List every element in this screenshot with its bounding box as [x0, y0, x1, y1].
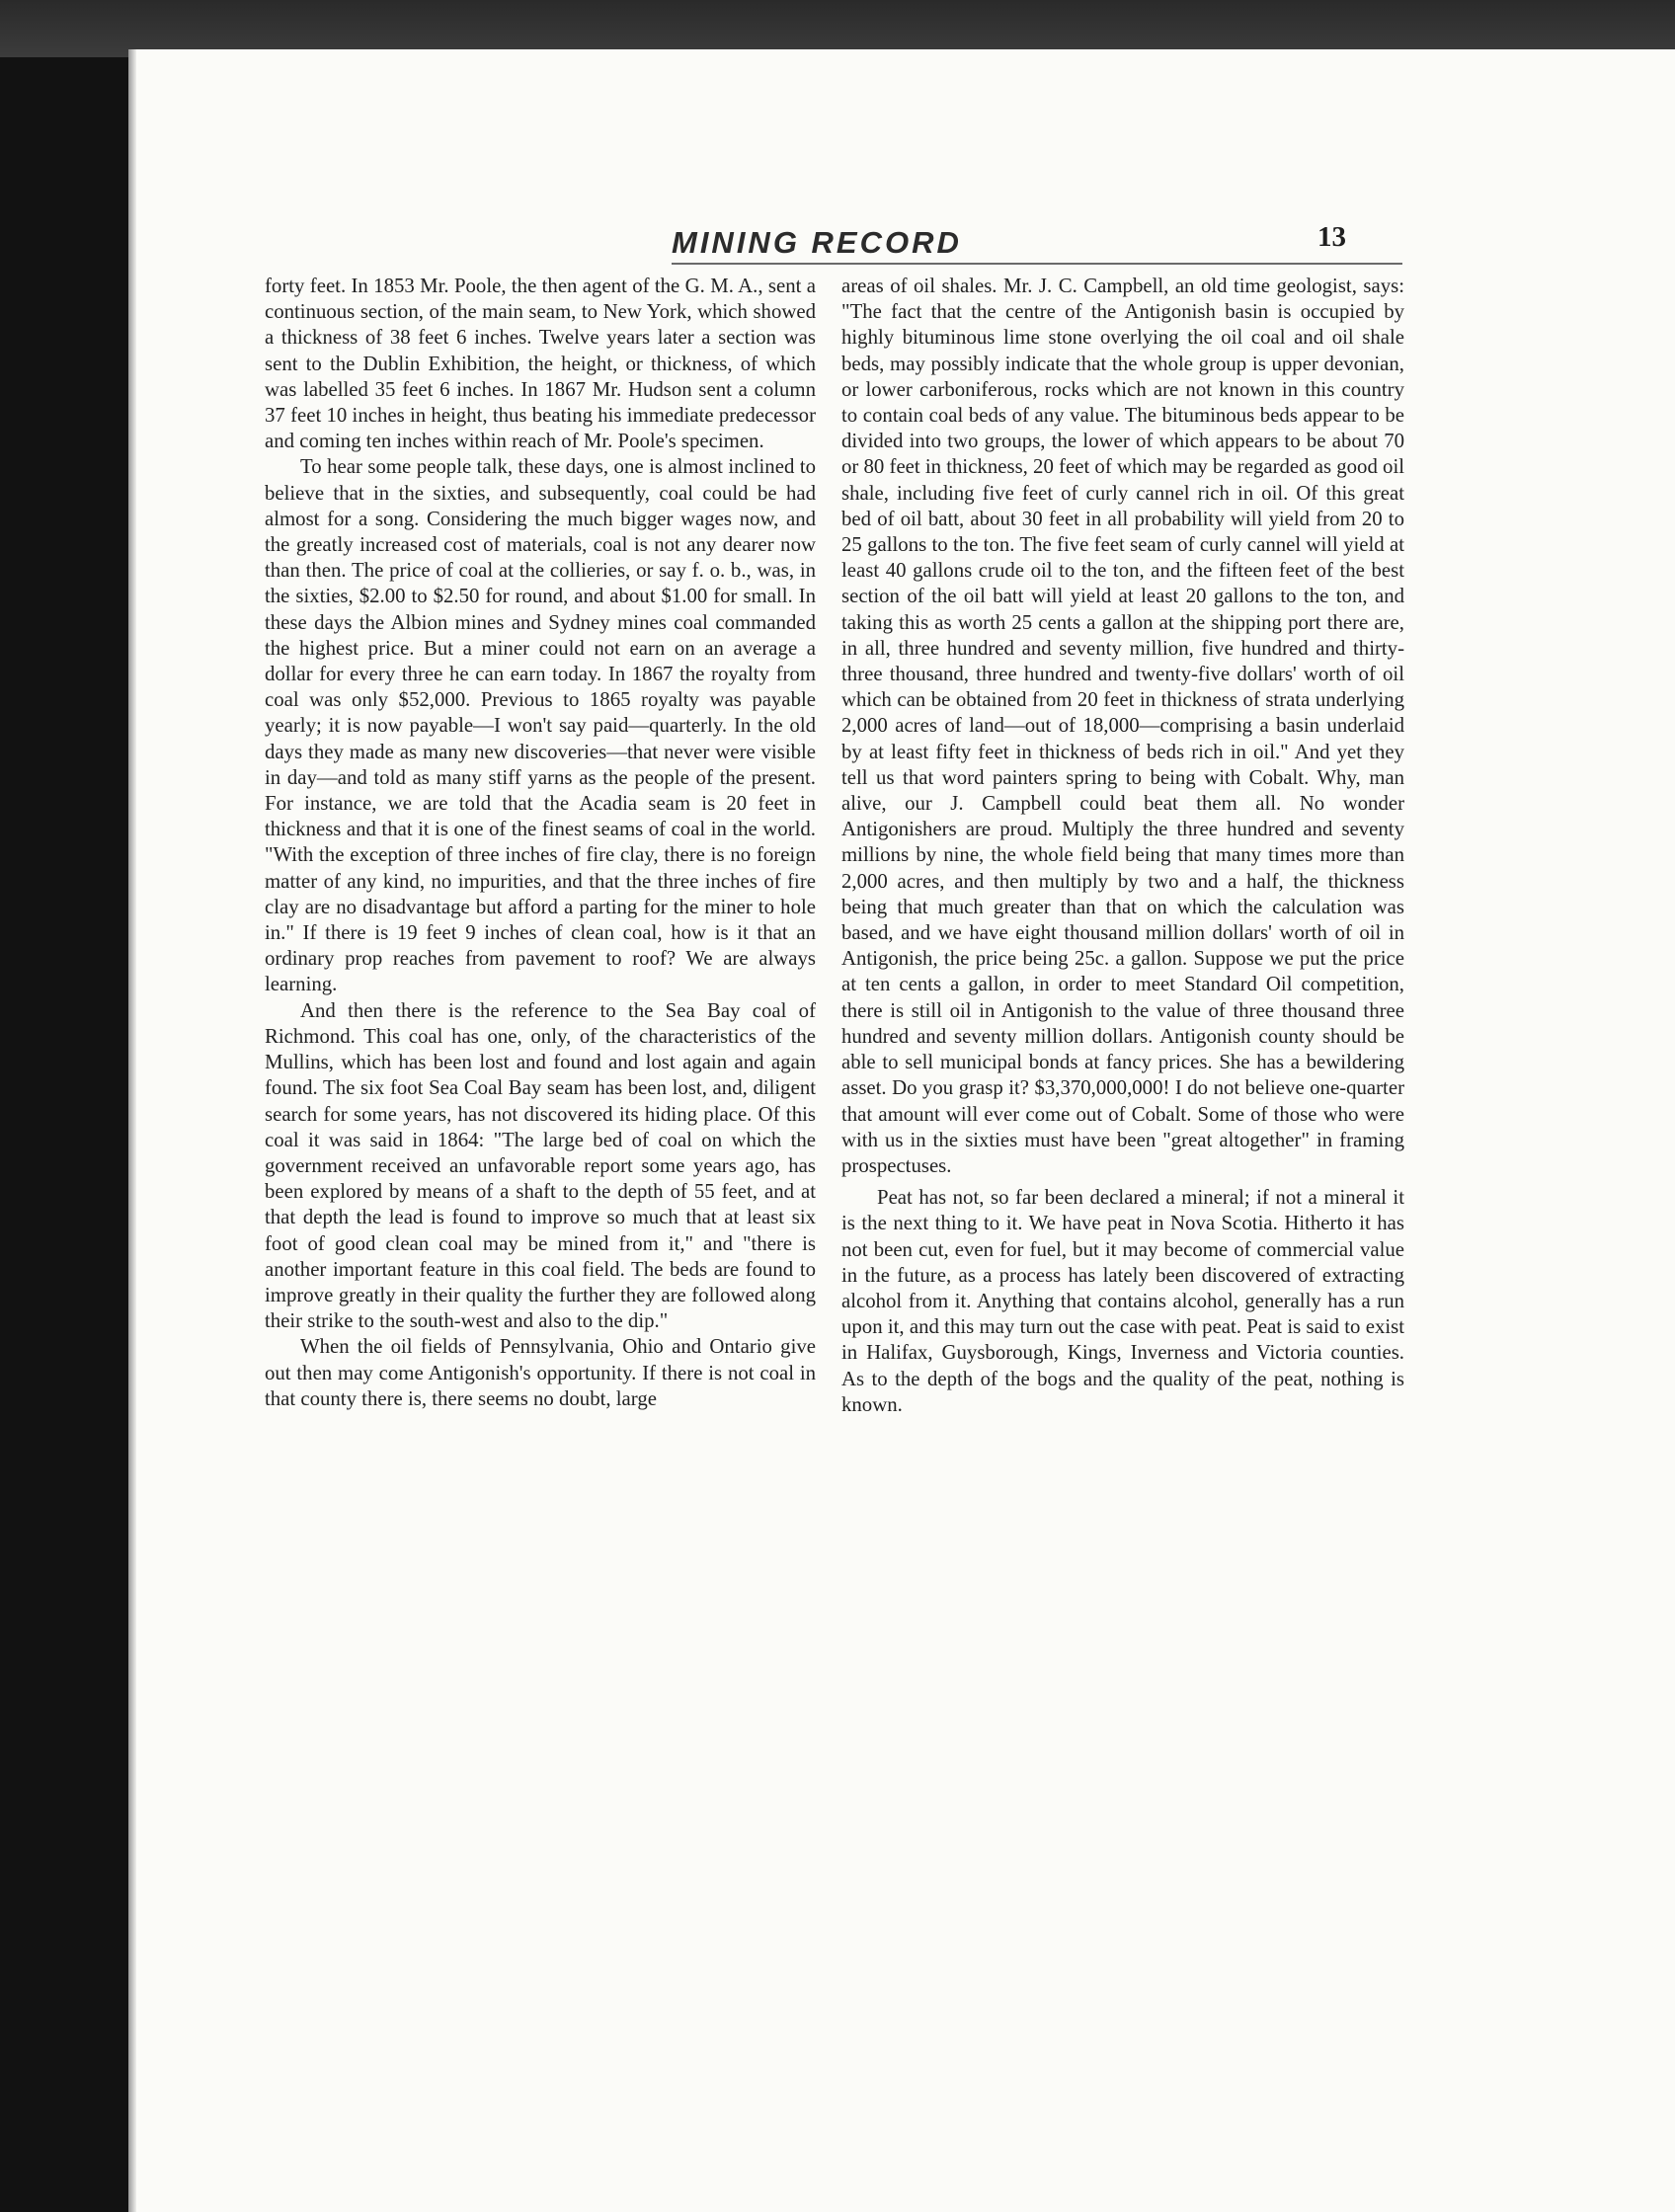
page-edge-shadow [128, 49, 136, 2212]
paragraph: Peat has not, so far been declared a mineral; if not a mineral it is the next thing to it. We have peat in Nova Scotia. Hitherto it has not been cut, even for fuel, but it may become of commercial value in the future, as a process has lately been discovered of extracting alcohol from it. Anything that contains alcohol, generally has a run upon it, and this may turn out the case with peat. Peat is said to exist in Halifax, Guysborough, Kings, Inverness and Victoria counties. As to the depth of the bogs and the quality of the peat, nothing is known. [841, 1186, 1404, 1416]
paragraph: And then there is the reference to the Sea Bay coal of Richmond. This coal has one, only, of the characteristics of the Mullins, which has been lost and found and lost again and again found. The six foot Sea Coal Bay seam has been lost, and, diligent search for some years, has not discovered its hiding place. Of this coal it was said in 1864: "The large bed of coal on which the government received an unfavorable report some years ago, has been explored by means of a shaft to the depth of 55 feet, and at that depth the lead is found to improve so much that at least six foot of good clean coal may be mined from it," and "there is another important feature in this coal field. The beds are found to improve greatly in their quality the further they are followed along their strike to the south-west and also to the dip." [265, 998, 816, 1333]
right-column [841, 274, 1404, 1418]
page-number: 13 [1317, 221, 1346, 253]
page-header [672, 221, 1402, 265]
left-column [265, 274, 816, 1412]
paragraph: areas of oil shales. Mr. J. C. Campbell, an old time geologist, says: "The fact that the centre of the Antigonish basin is occupied by highly bituminous lime stone overlying the oil coal and oil shale beds, may possibly indicate that the whole group is upper devonian, or lower carboniferous, rocks which are not known in this country to contain coal beds of any value. The bituminous beds appear to be divided into two groups, the lower of which appears to be about 70 or 80 feet in thickness, 20 feet of which may be regarded as good oil shale, including five feet of curly cannel rich in oil. Of this great bed of oil batt, about 30 feet in all probability will yield from 20 to 25 gallons to the ton. The five feet seam of curly cannel will yield at least 40 gallons crude oil to the ton, and the fifteen feet of the best section of the oil batt will yield at least 20 gallons to the ton, and taking this as worth 25 cents a gallon at the shipping port there are, in all, three hundred and seventy million, five hundred and thirty-three thousand, three hundred and twenty-five dollars' worth of oil which can be obtained from 20 feet in thickness of strata underlying 2,000 acres of land—out of 18,000—comprising a basin underlaid by at least fifty feet in thickness of beds rich in oil." And yet they tell us that word painters spring to being with Cobalt. Why, man alive, our J. Campbell could beat them all. No wonder Antigonishers are proud. Multiply the three hundred and seventy millions by nine, the whole field being that many times more than 2,000 acres, and then multiply by two and a half, the thickness being that much greater than that on which the calculation was based, and we have eight thousand million dollars' worth of oil in Antigonish, the price being 25c. a gallon. Suppose we put the price at ten cents a gallon, in order to meet Standard Oil competition, there is still oil in Antigonish to the value of three thousand three hundred and seventy million dollars. Antigonish county should be able to sell municipal bonds at fancy prices. She has a bewildering asset. Do you grasp it? $3,370,000,000! I do not believe one-quarter that amount will ever come out of Cobalt. Some of those who were with us in the sixties must have been "great altogether" in framing prospectuses. [841, 275, 1405, 1177]
paragraph: forty feet. In 1853 Mr. Poole, the then agent of the G. M. A., sent a continuous section, of the main seam, to New York, which showed a thickness of 38 feet 6 inches. Twelve years later a section was sent to the Dublin Exhibition, the height, or thickness, of which was labelled 35 feet 6 inches. In 1867 Mr. Hudson sent a column 37 feet 10 inches in height, thus beating his immediate predecessor and coming ten inches within reach of Mr. Poole's specimen. [265, 275, 816, 453]
paragraph: To hear some people talk, these days, one is almost inclined to believe that in the sixties, and subsequently, coal could be had almost for a song. Considering the much bigger wages now, and the greatly increased cost of materials, coal is not any dearer now than then. The price of coal at the collieries, or say f. o. b., was, in the sixties, $2.00 to $2.50 for round, and about $1.00 for small. In these days the Albion mines and Sydney mines coal commanded the highest price. But a miner could not earn on an average a dollar for every three he can earn today. In 1867 the royalty from coal was only $52,000. Previous to 1865 royalty was payable yearly; it is now payable—I won't say paid—quarterly. In the old days they made as many new discoveries—that never were visible in day—and told as many stiff yarns as the people of the present. For instance, we are told that the Acadia seam is 20 feet in thickness and that it is one of the finest seams of coal in the world. "With the exception of three inches of fire clay, there is no foreign matter of any kind, no impurities, and that the three inches of fire clay are no disadvantage but afford a parting for the miner to hole in." If there is 19 feet 9 inches of clean coal, how is it that an ordinary prop reaches from pavement to roof? We are always learning. [265, 455, 816, 996]
paragraph: When the oil fields of Pennsylvania, Ohio and Ontario give out then may come Antigonish's opportunity. If there is not coal in that county there is, there seems no doubt, large [265, 1335, 816, 1410]
running-title: MINING RECORD [672, 225, 962, 260]
